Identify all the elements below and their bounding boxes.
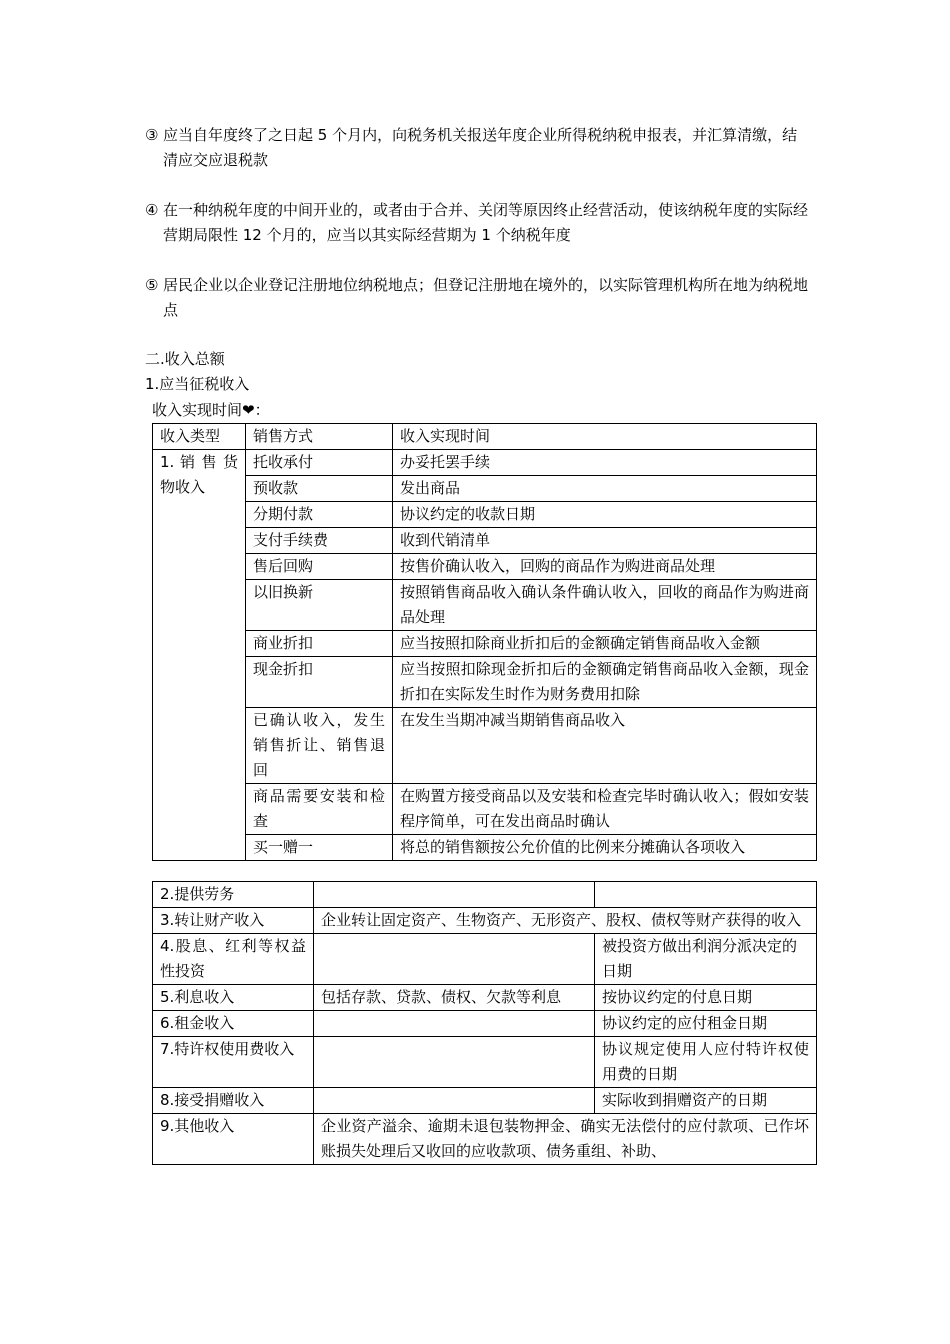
type-cell: 9.其他收入 [153, 1114, 314, 1165]
time-cell: 发出商品 [393, 476, 817, 502]
type-cell: 4.股息、红利等权益性投资 [153, 934, 314, 985]
method-cell: 预收款 [246, 476, 393, 502]
paragraph-4-number: ④ [145, 201, 159, 219]
type-cell: 2.提供劳务 [153, 882, 314, 908]
merged-desc-cell: 企业转让固定资产、生物资产、无形资产、股权、债权等财产获得的收入 [314, 908, 817, 934]
table-row [153, 708, 817, 784]
time-cell: 应当按照扣除现金折扣后的金额确定销售商品收入金额，现金折扣在实际发生时作为财务费用扣除 [393, 657, 817, 708]
paragraph-3 [145, 123, 810, 173]
paragraph-5 [145, 273, 810, 323]
header-sales-method: 销售方式 [246, 424, 393, 450]
table-row [153, 1011, 817, 1037]
table-caption: 收入实现时间❤： [152, 401, 270, 419]
time-cell: 应当按照扣除商业折扣后的金额确定销售商品收入金额 [393, 631, 817, 657]
merged-desc-cell: 企业资产溢余、逾期未退包装物押金、确实无法偿付的应付款项、已作坏账损失处理后又收回的应收款项、债务重组、补助、 [314, 1114, 817, 1165]
table-row [153, 1037, 817, 1088]
type-cell: 3.转让财产收入 [153, 908, 314, 934]
income-type-cell: 1. 销 售 货 物收入 [153, 450, 246, 861]
time-cell: 被投资方做出利润分派决定的日期 [595, 934, 817, 985]
time-cell: 在购置方接受商品以及安装和检查完毕时确认收入；假如安装程序简单，可在发出商品时确认 [393, 784, 817, 835]
time-cell: 协议约定的应付租金日期 [595, 1011, 817, 1037]
table-row [153, 450, 817, 476]
type-cell: 8.接受捐赠收入 [153, 1088, 314, 1114]
type-cell: 6.租金收入 [153, 1011, 314, 1037]
paragraph-5-number: ⑤ [145, 276, 159, 294]
table-row [153, 476, 817, 502]
paragraph-5-text: 居民企业以企业登记注册地位纳税地点；但登记注册地在境外的，以实际管理机构所在地为纳税地点 [163, 276, 809, 319]
header-recognition-time: 收入实现时间 [393, 424, 817, 450]
paragraph-3-text: 应当自年度终了之日起 5 个月内，向税务机关报送年度企业所得税纳税申报表，并汇算清缴，结清应交应退税款 [163, 126, 798, 169]
header-income-type: 收入类型 [153, 424, 246, 450]
table-row [153, 934, 817, 985]
table-row [153, 1114, 817, 1165]
table-header-row [153, 424, 817, 450]
time-cell: 办妥托罢手续 [393, 450, 817, 476]
table-row [153, 631, 817, 657]
method-cell: 现金折扣 [246, 657, 393, 708]
paragraph-3-number: ③ [145, 126, 159, 144]
table-row [153, 554, 817, 580]
desc-cell [314, 1088, 595, 1114]
table-row [153, 580, 817, 631]
time-cell: 将总的销售额按公允价值的比例来分摊确认各项收入 [393, 835, 817, 861]
other-income-table [152, 881, 817, 1165]
table-row [153, 784, 817, 835]
method-cell: 支付手续费 [246, 528, 393, 554]
section-heading: 二.收入总额 [145, 350, 225, 368]
desc-cell [314, 882, 595, 908]
method-cell: 以旧换新 [246, 580, 393, 631]
paragraph-4 [145, 198, 810, 248]
time-cell: 按售价确认收入，回购的商品作为购进商品处理 [393, 554, 817, 580]
sales-income-table [152, 423, 817, 861]
paragraph-4-text: 在一种纳税年度的中间开业的，或者由于合并、关闭等原因终止经营活动，使该纳税年度的实际经营期局限性 12 个月的，应当以其实际经营期为 1 个纳税年度 [163, 201, 809, 244]
method-cell: 分期付款 [246, 502, 393, 528]
method-cell: 商品需要安装和检查 [246, 784, 393, 835]
method-cell: 已确认收入，发生销售折让、销售退回 [246, 708, 393, 784]
time-cell: 协议规定使用人应付特许权使用费的日期 [595, 1037, 817, 1088]
table-row [153, 502, 817, 528]
table-row [153, 835, 817, 861]
method-cell: 商业折扣 [246, 631, 393, 657]
sub-heading: 1.应当征税收入 [145, 375, 250, 393]
table-row [153, 1088, 817, 1114]
table-row [153, 882, 817, 908]
time-cell: 实际收到捐赠资产的日期 [595, 1088, 817, 1114]
table-row [153, 985, 817, 1011]
method-cell: 托收承付 [246, 450, 393, 476]
time-cell [595, 882, 817, 908]
desc-cell: 包括存款、贷款、债权、欠款等利息 [314, 985, 595, 1011]
desc-cell [314, 1037, 595, 1088]
method-cell: 售后回购 [246, 554, 393, 580]
time-cell: 协议约定的收款日期 [393, 502, 817, 528]
type-cell: 7.特许权使用费收入 [153, 1037, 314, 1088]
desc-cell [314, 934, 595, 985]
time-cell: 按照销售商品收入确认条件确认收入，回收的商品作为购进商品处理 [393, 580, 817, 631]
desc-cell [314, 1011, 595, 1037]
time-cell: 在发生当期冲减当期销售商品收入 [393, 708, 817, 784]
time-cell: 按协议约定的付息日期 [595, 985, 817, 1011]
type-cell: 5.利息收入 [153, 985, 314, 1011]
time-cell: 收到代销清单 [393, 528, 817, 554]
table-row [153, 528, 817, 554]
table-row [153, 657, 817, 708]
table-row [153, 908, 817, 934]
method-cell: 买一赠一 [246, 835, 393, 861]
